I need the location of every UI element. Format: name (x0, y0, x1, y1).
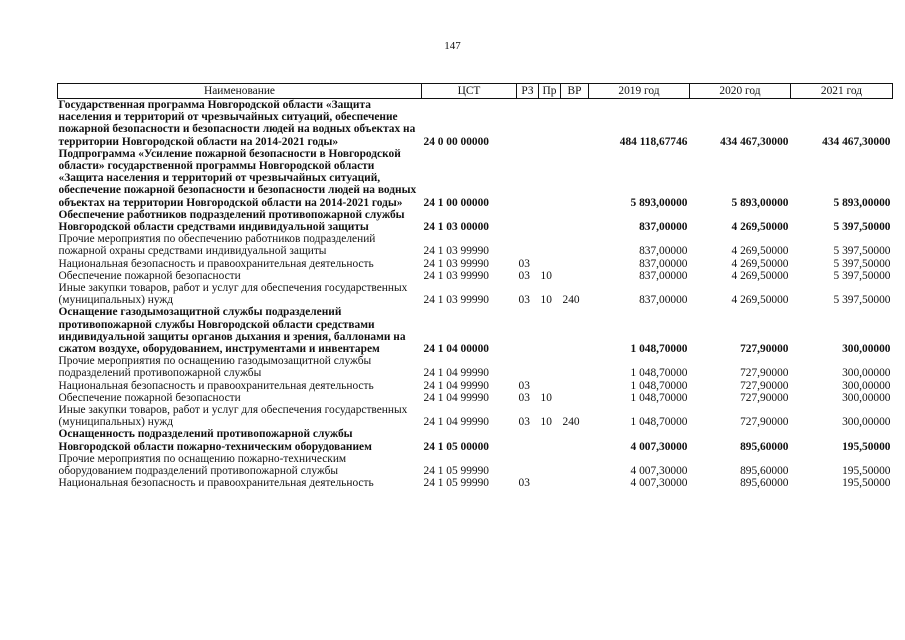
row-2019: 1 048,70000 (630, 367, 688, 380)
row-2019: 1 048,70000 (630, 416, 688, 429)
row-name: Иные закупки товаров, работ и услуг для обеспечения государственных (муниципальных) нужд (58, 282, 408, 307)
row-cst: 24 1 05 99990 (423, 465, 489, 478)
row-2020: 4 269,50000 (731, 221, 789, 234)
row-pr: 10 (540, 294, 552, 307)
header-pr: Пр (539, 84, 561, 99)
row-2021: 5 397,50000 (833, 221, 891, 234)
row-rz (517, 233, 539, 257)
row-name: Обеспечение пожарной безопасности (58, 269, 241, 282)
row-vr (561, 453, 589, 477)
header-row (58, 84, 893, 99)
table-row (58, 233, 893, 257)
row-rz (517, 428, 539, 452)
row-pr (539, 148, 561, 209)
row-name: Оснащение газодымозащитной службы подразделений противопожарной службы Новгородской области средствами индивидуальной защиты органов дыхания и зрения, баллонами на сжатом воздухе, оборудованием, инструментами и инвентарем (58, 306, 406, 356)
row-pr (539, 477, 561, 489)
row-name: Прочие мероприятия по обеспечению работников подразделений пожарной охраны средствами индивидуальной защиты (58, 233, 376, 258)
row-2020: 434 467,30000 (720, 135, 789, 148)
table-row (58, 306, 893, 355)
row-rz: 03 (518, 294, 530, 307)
row-2019: 837,00000 (639, 245, 688, 258)
row-2020: 727,90000 (740, 367, 789, 380)
row-name: Обеспечение пожарной безопасности (58, 391, 241, 404)
table-row (58, 209, 893, 233)
row-2021: 300,00000 (842, 379, 891, 392)
row-2021: 5 397,50000 (833, 294, 891, 307)
row-vr (561, 355, 589, 379)
row-2021: 300,00000 (842, 343, 891, 356)
row-2019: 5 893,00000 (630, 196, 688, 209)
row-cst: 24 1 03 99990 (423, 269, 489, 282)
row-2021: 5 397,50000 (833, 257, 891, 270)
table-row (58, 148, 893, 209)
row-2019: 1 048,70000 (630, 343, 688, 356)
table-row (58, 404, 893, 428)
row-2021: 5 397,50000 (833, 269, 891, 282)
row-2021: 5 893,00000 (833, 196, 891, 209)
row-name: Иные закупки товаров, работ и услуг для обеспечения государственных (муниципальных) нужд (58, 404, 408, 429)
row-2020: 4 269,50000 (731, 269, 789, 282)
row-2020: 727,90000 (740, 379, 789, 392)
row-pr (539, 209, 561, 233)
table-row (58, 355, 893, 379)
row-pr (539, 258, 561, 270)
row-2019: 4 007,30000 (630, 477, 688, 490)
row-vr (561, 380, 589, 392)
row-vr (561, 428, 589, 452)
header-2020: 2020 год (690, 84, 791, 99)
row-pr (539, 99, 561, 148)
row-vr (561, 477, 589, 489)
row-rz: 03 (518, 391, 530, 404)
row-vr (561, 306, 589, 355)
row-name: Прочие мероприятия по оснащению пожарно-техническим оборудованием подразделений противопожарной службы (58, 452, 347, 478)
row-2020: 4 269,50000 (731, 245, 789, 258)
row-name: Национальная безопасность и правоохранительная деятельность (58, 379, 374, 392)
table-row (58, 428, 893, 452)
row-cst: 24 0 00 00000 (423, 135, 489, 148)
header-name: Наименование (58, 84, 422, 99)
row-cst: 24 1 03 00000 (423, 221, 489, 234)
row-2021: 300,00000 (842, 367, 891, 380)
row-2019: 1 048,70000 (630, 391, 688, 404)
page-number: 147 (444, 40, 461, 52)
row-rz (517, 99, 539, 148)
row-vr (561, 270, 589, 282)
row-rz (517, 148, 539, 209)
row-2020: 4 269,50000 (731, 294, 789, 307)
row-2021: 300,00000 (842, 416, 891, 429)
row-2020: 727,90000 (740, 343, 789, 356)
row-cst: 24 1 05 00000 (423, 440, 489, 453)
row-2021: 434 467,30000 (822, 135, 891, 148)
row-cst: 24 1 03 99990 (423, 257, 489, 270)
table-row (58, 392, 893, 404)
row-2020: 727,90000 (740, 391, 789, 404)
row-name: Обеспечение работников подразделений противопожарной службы Новгородской области средствами индивидуальной защиты (58, 208, 405, 234)
row-cst: 24 1 04 99990 (423, 367, 489, 380)
header-rz: РЗ (517, 84, 539, 99)
row-cst: 24 1 04 99990 (423, 416, 489, 429)
row-2019: 484 118,67746 (619, 135, 688, 148)
row-vr (561, 233, 589, 257)
row-vr: 240 (562, 294, 580, 307)
row-2019: 837,00000 (639, 269, 688, 282)
row-pr (539, 306, 561, 355)
row-rz (517, 209, 539, 233)
row-2021: 195,50000 (842, 465, 891, 478)
row-2019: 837,00000 (639, 294, 688, 307)
row-pr: 10 (540, 391, 552, 404)
row-2020: 4 269,50000 (731, 257, 789, 270)
table-row (58, 99, 893, 148)
table-row (58, 270, 893, 282)
row-pr (539, 380, 561, 392)
row-2021: 195,50000 (842, 440, 891, 453)
row-vr (561, 148, 589, 209)
row-cst: 24 1 00 00000 (423, 196, 489, 209)
row-2020: 5 893,00000 (731, 196, 789, 209)
row-vr: 240 (562, 416, 580, 429)
row-cst: 24 1 04 00000 (423, 343, 489, 356)
table-row (58, 453, 893, 477)
row-2020: 895,60000 (740, 440, 789, 453)
row-pr: 10 (540, 269, 552, 282)
row-2020: 895,60000 (740, 477, 789, 490)
row-name: Национальная безопасность и правоохранительная деятельность (58, 257, 374, 270)
table-row (58, 477, 893, 489)
row-cst: 24 1 05 99990 (423, 477, 489, 490)
row-vr (561, 209, 589, 233)
row-2019: 4 007,30000 (630, 465, 688, 478)
budget-table (57, 83, 893, 490)
row-rz: 03 (518, 269, 530, 282)
header-cst: ЦСТ (422, 84, 517, 99)
row-2021: 300,00000 (842, 391, 891, 404)
header-vr: ВР (561, 84, 589, 99)
table-row (58, 282, 893, 306)
row-2019: 837,00000 (639, 221, 688, 234)
row-rz: 03 (518, 379, 530, 392)
row-rz: 03 (518, 416, 530, 429)
row-name: Подпрограмма «Усиление пожарной безопасности в Новгородской области» государственной программы Новгородской области «Защита населения и территорий от чрезвычайных ситуаций, обеспечение пожарной безопасности и безопасности людей на водных объектах на территории Новгородской области на 2014-2021 годы» (58, 147, 417, 209)
row-pr (539, 428, 561, 452)
row-2019: 1 048,70000 (630, 379, 688, 392)
row-2020: 895,60000 (740, 465, 789, 478)
row-rz (517, 306, 539, 355)
row-pr: 10 (540, 416, 552, 429)
row-pr (539, 355, 561, 379)
row-2020: 727,90000 (740, 416, 789, 429)
row-cst: 24 1 04 99990 (423, 391, 489, 404)
row-rz (517, 355, 539, 379)
row-pr (539, 453, 561, 477)
row-vr (561, 99, 589, 148)
row-cst: 24 1 04 99990 (423, 379, 489, 392)
row-rz: 03 (518, 257, 530, 270)
row-cst: 24 1 03 99990 (423, 245, 489, 258)
row-name: Государственная программа Новгородской области «Защита населения и территорий от чрезвычайных ситуаций, обеспечение пожарной безопасности и безопасности людей на водных объектах на территории Новгородской области на 2014-2021 годы» (58, 99, 416, 148)
row-2019: 4 007,30000 (630, 440, 688, 453)
row-2021: 195,50000 (842, 477, 891, 490)
header-2021: 2021 год (791, 84, 893, 99)
row-pr (539, 233, 561, 257)
row-name: Оснащенность подразделений противопожарной службы Новгородской области пожарно-техническим оборудованием (58, 428, 372, 453)
row-name: Прочие мероприятия по оснащению газодымозащитной службы подразделений противопожарной службы (58, 355, 372, 380)
row-cst: 24 1 03 99990 (423, 294, 489, 307)
row-2021: 5 397,50000 (833, 245, 891, 258)
row-vr (561, 258, 589, 270)
row-2019: 837,00000 (639, 257, 688, 270)
row-vr (561, 392, 589, 404)
table-row (58, 380, 893, 392)
row-name: Национальная безопасность и правоохранительная деятельность (58, 477, 374, 490)
header-2019: 2019 год (589, 84, 690, 99)
row-rz: 03 (518, 477, 530, 490)
row-rz (517, 453, 539, 477)
table-row (58, 258, 893, 270)
